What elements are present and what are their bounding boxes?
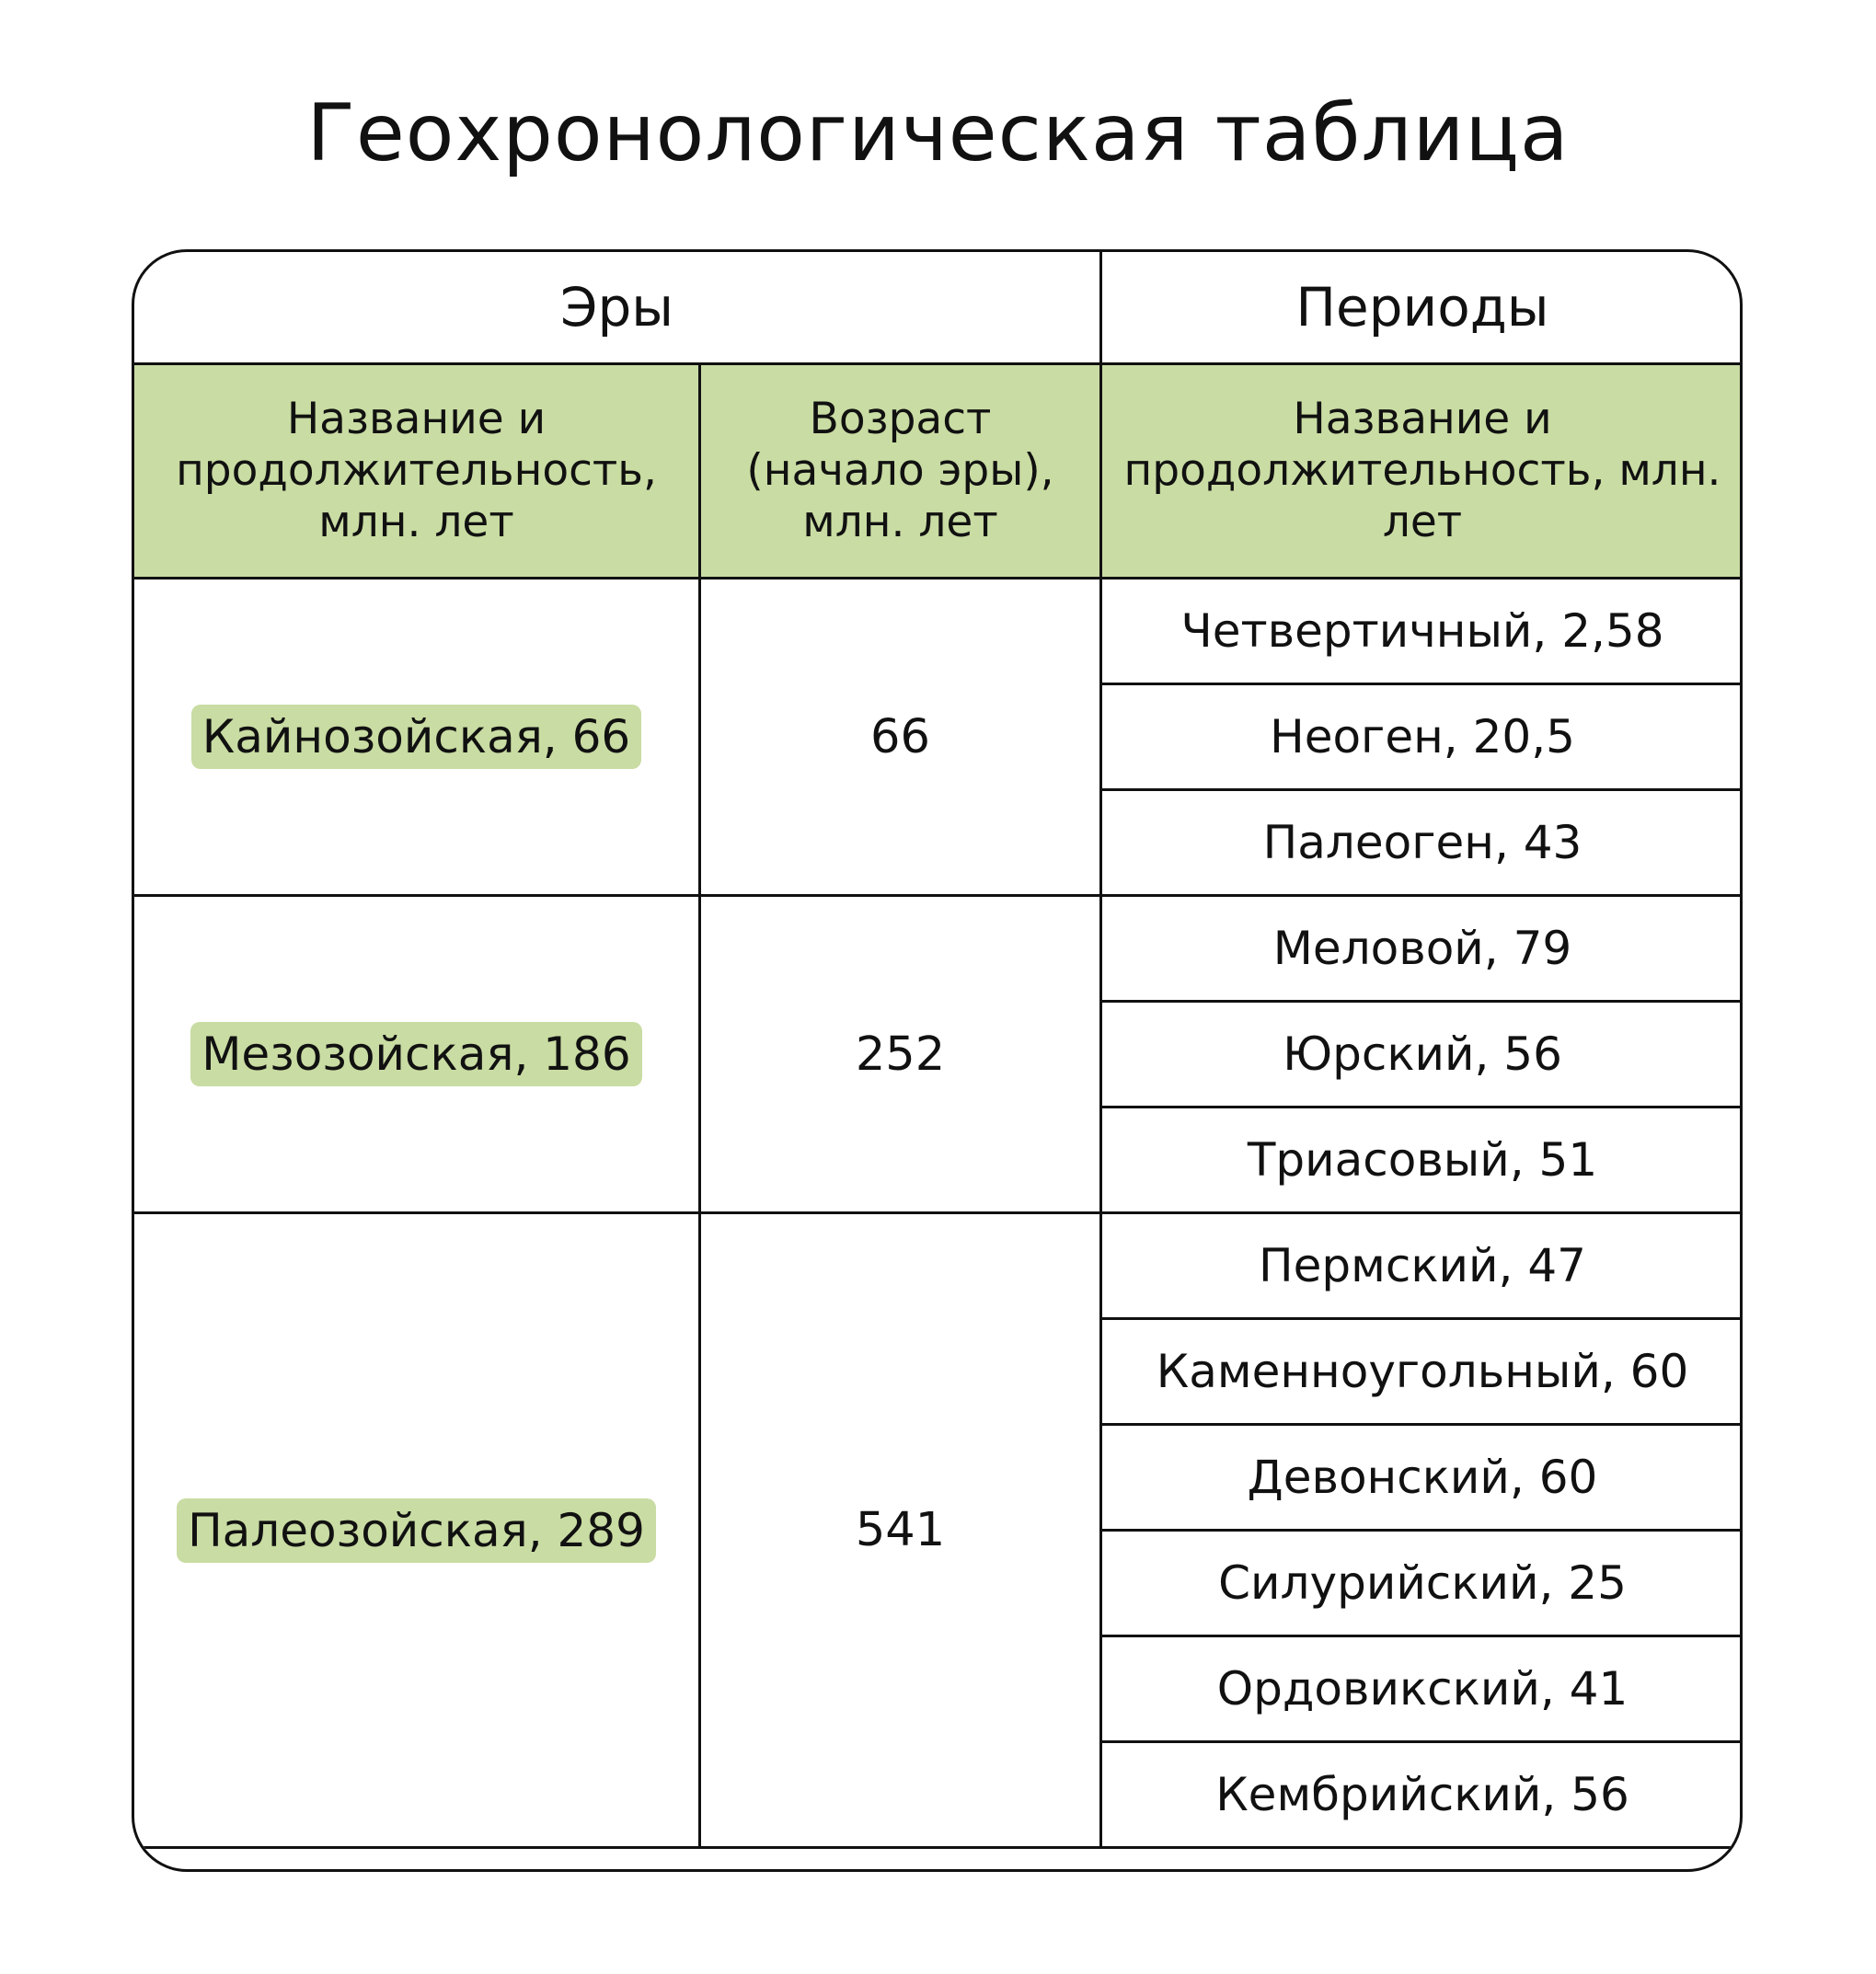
- era-name-cell: [133, 1213, 700, 1848]
- era-name-cell: [133, 896, 700, 1213]
- table: [132, 249, 1743, 1849]
- era-name-cell: [133, 579, 700, 896]
- period-cell: Триасовый, 51: [1101, 1108, 1743, 1213]
- column-header-period-name: Название и продолжительность, млн. лет: [1101, 364, 1743, 579]
- table-row: [133, 1213, 1744, 1319]
- period-cell: Девонский, 60: [1101, 1425, 1743, 1531]
- column-header-era-name: Название и продолжительность, млн. лет: [133, 364, 700, 579]
- period-cell: Ордовикский, 41: [1101, 1636, 1743, 1742]
- eras-header: Эры: [133, 251, 1101, 364]
- column-header-era-age: Возраст (начало эры), млн. лет: [700, 364, 1101, 579]
- group-header-row: [133, 251, 1744, 364]
- period-cell: Силурийский, 25: [1101, 1531, 1743, 1636]
- period-cell: Неоген, 20,5: [1101, 684, 1743, 790]
- era-age-cell: 66: [700, 579, 1101, 896]
- period-cell: Кембрийский, 56: [1101, 1742, 1743, 1848]
- table-row: [133, 579, 1744, 684]
- column-header-row: [133, 364, 1744, 579]
- era-age-cell: 252: [700, 896, 1101, 1213]
- period-cell: Пермский, 47: [1101, 1213, 1743, 1319]
- era-name-badge: Мезозойская, 186: [190, 1022, 641, 1086]
- era-name-badge: Палеозойская, 289: [177, 1498, 656, 1563]
- era-age-cell: 541: [700, 1213, 1101, 1848]
- periods-header: Периоды: [1101, 251, 1743, 364]
- period-cell: Юрский, 56: [1101, 1002, 1743, 1108]
- era-name-badge: Кайнозойская, 66: [191, 705, 641, 769]
- period-cell: Меловой, 79: [1101, 896, 1743, 1002]
- geochronological-table: [132, 249, 1743, 1872]
- period-cell: Каменноугольный, 60: [1101, 1319, 1743, 1425]
- page-title: Геохронологическая таблица: [306, 87, 1570, 179]
- period-cell: Палеоген, 43: [1101, 790, 1743, 896]
- period-cell: Четвертичный, 2,58: [1101, 579, 1743, 684]
- table-row: [133, 896, 1744, 1002]
